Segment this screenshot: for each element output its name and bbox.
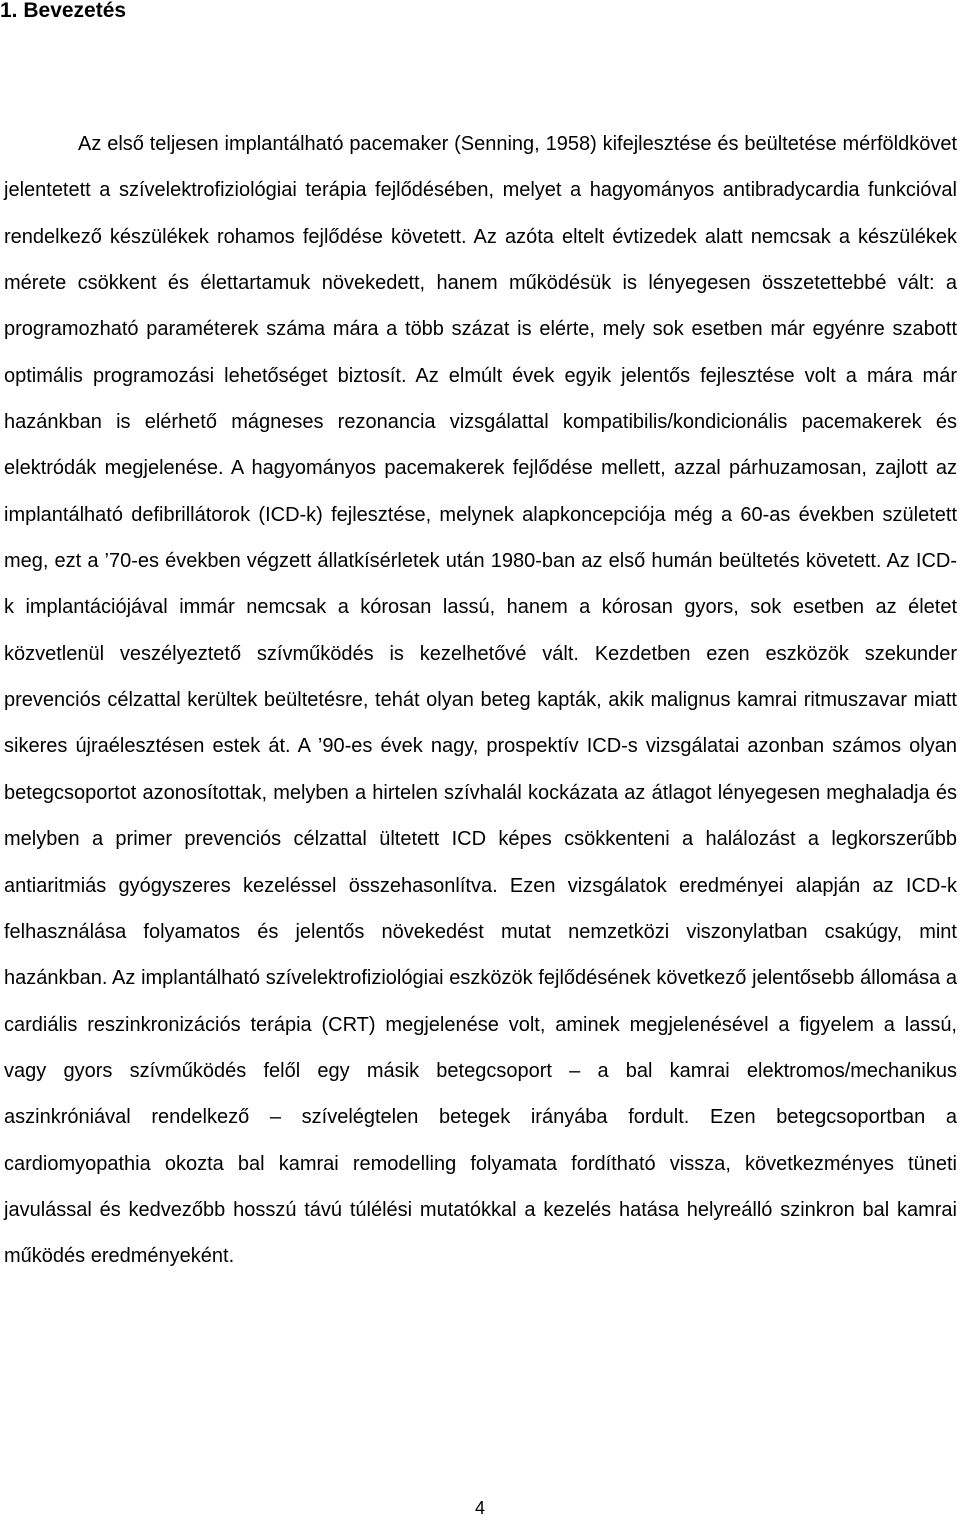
page-number: 4 [474, 1498, 485, 1518]
body-paragraph: Az első teljesen implantálható pacemaker (Senning, 1958) kifejlesztése és beültetése mérföldkövet jelentetett a szívelektrofiziológiai terápia fejlődésében, melyet a hagyományos antibradycardia funkcióval rendelkező készülékek rohamos fejlődése követett. Az azóta eltelt évtizedek alatt nemcsak a készülékek mérete csökkent és élettartamuk növekedett, hanem működésük is lényegesen összetettebbé vált: a programozható paraméterek száma mára a több százat is elérte, mely sok esetben már egyénre szabott optimális programozási lehetőséget biztosít. Az elmúlt évek egyik jelentős fejlesztése volt a mára már hazánkban is elérhető mágneses rezonancia vizsgálattal kompatibilis/kondicionális pacemakerek és elektródák megjelenése. A hagyományos pacemakerek fejlődése mellett, azzal párhuzamosan, zajlott az implantálható defibrillátorok (ICD-k) fejlesztése, melynek alapkoncepciója még a 60-as években született meg, ezt a ’70-es években végzett állatkísérletek után 1980-ban az első humán beültetés követett. Az ICD-k implantációjával immár nemcsak a kórosan lassú, hanem a kórosan gyors, sok esetben az életet közvetlenül veszélyeztető szívműködés is kezelhetővé vált. Kezdetben ezen eszközök szekunder prevenciós célzattal kerültek beültetésre, tehát olyan beteg kapták, akik malignus kamrai ritmuszavar miatt sikeres újraélesztésen estek át. A ’90-es évek nagy, prospektív ICD-s vizsgálatai azonban számos olyan betegcsoportot azonosítottak, melyben a hirtelen szívhalál kockázata az átlagot lényegesen meghaladja és melyben a primer prevenciós célzattal ültetett ICD képes csökkenteni a halálozást a legkorszerűbb antiaritmiás gyógyszeres kezeléssel összehasonlítva. Ezen vizsgálatok eredményei alapján az ICD-k felhasználása folyamatos és jelentős növekedést mutat nemzetközi viszonylatban csakúgy, mint hazánkban. Az implantálható szívelektrofiziológiai eszközök fejlődésének következő jelentősebb állomása a cardiális reszinkronizációs terápia (CRT) megjelenése volt, aminek megjelenésével a figyelem a lassú, vagy gyors szívműködés felől egy másik betegcsoport – a bal kamrai elektromos/mechanikus aszinkróniával rendelkező – szívelégtelen betegek irányába fordult. Ezen betegcsoportban a cardiomyopathia okozta bal kamrai remodelling folyamata fordítható vissza, következményes tüneti javulással és kedvezőbb hosszú távú túlélési mutatókkal a kezelés hatása helyreálló szinkron bal kamrai működés eredményeként. [4, 133, 957, 1268]
section-heading: 1. Bevezetés [0, 0, 127, 22]
